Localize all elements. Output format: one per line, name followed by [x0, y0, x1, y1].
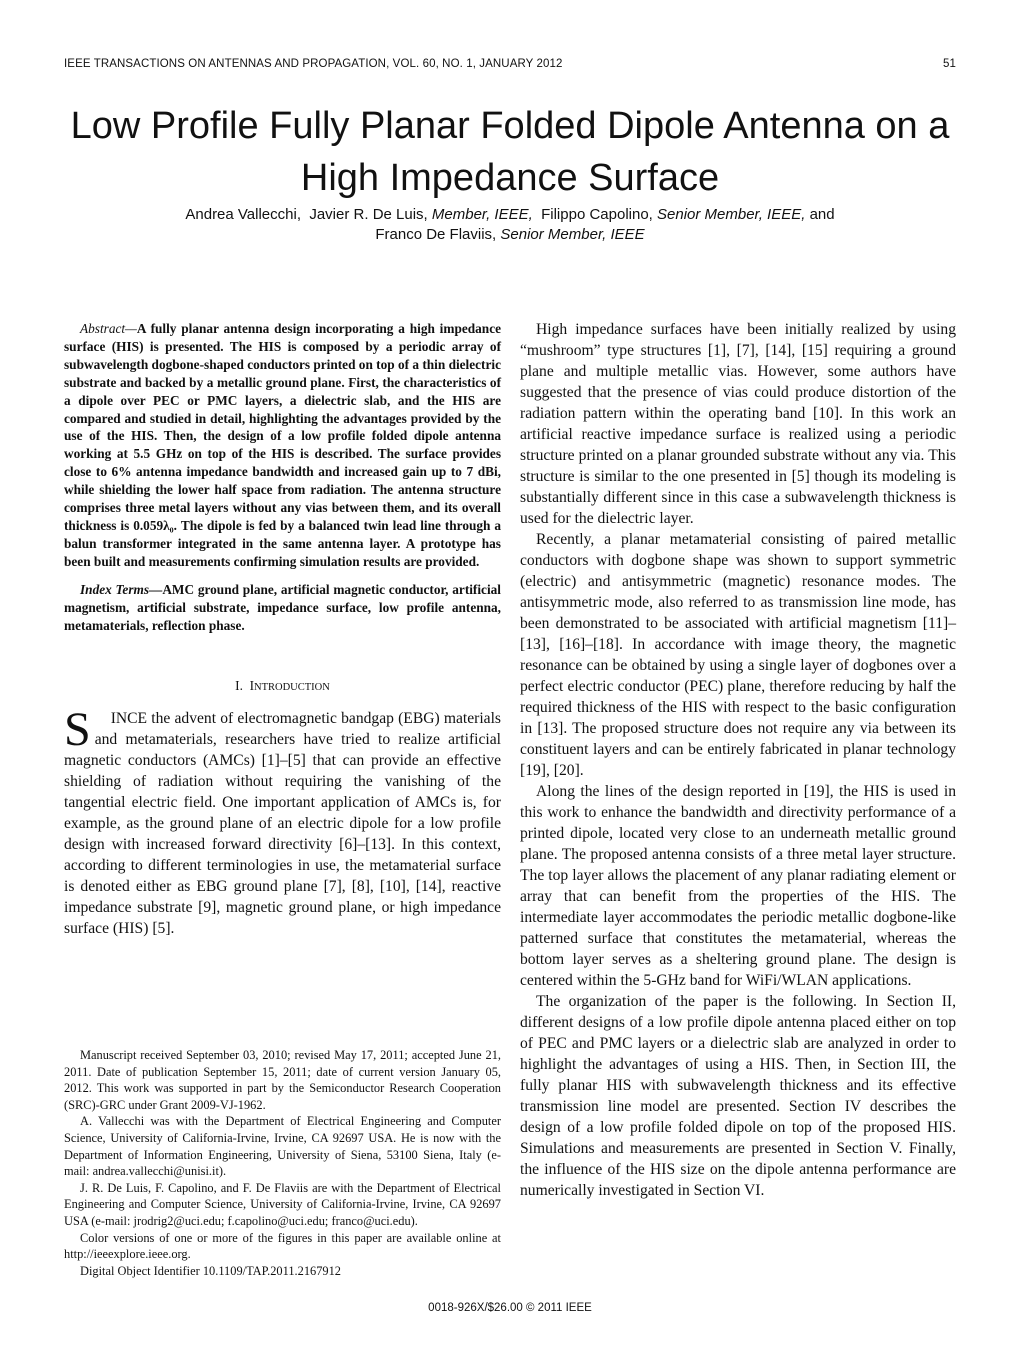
intro-paragraph: Recently, a planar metamaterial consisting of paired metallic conductors with dogbone shape was shown to support symmetric (electric) and antisymmetric (magnetic) resonance modes. The antisymmetric mode, also referred to as transmission line mode, has been demonstrated to be associated with artificial magnetism [11]–[13], [16]–[18]. In accordance with image theory, the magnetic resonance can be obtained by using a single layer of dogbones over a perfect electric conductor (PEC) plane, therefore reducing by half the required thickness of the HIS with respect to the basic configuration in [13]. The proposed structure does not require any via between its constituent layers and can be entirely fabricated in planar technology [19], [20]. — [520, 531, 956, 779]
drop-cap: S — [64, 703, 91, 757]
author-role: Member, IEEE, — [431, 206, 533, 223]
paper-title: Low Profile Fully Planar Folded Dipole Antenna on a High Impedance Surface — [70, 105, 950, 199]
author: Franco De Flaviis, — [375, 226, 497, 243]
footnote: A. Vallecchi was with the Department of Electrical Engineering and Computer Science, University of California-Irvine, Irvine, CA 92697 USA. He is now with the Department of Information Engineering, University of Siena, 53100 Siena, Italy (e-mail: andrea.vallecchi@unisi.it). — [64, 1114, 501, 1179]
index-terms-text: AMC ground plane, artificial magnetic conductor, artificial magnetism, artificial substrate, impedance surface, low profile antenna, metamaterials, reflection phase. — [64, 581, 501, 633]
footnote: J. R. De Luis, F. Capolino, and F. De Flaviis are with the Department of Electrical Engineering and Computer Science, University of California-Irvine, Irvine, CA 92697 USA (e-mail: jrodrig2@uci.edu; f.capolino@uci.edu; franco@uci.edu). — [64, 1180, 501, 1228]
author-list — [30, 205, 990, 245]
author-role: Senior Member, IEEE — [500, 226, 645, 243]
abstract-label: Abstract— — [80, 321, 137, 336]
section-title-rest: NTRODUCTION — [254, 682, 330, 694]
paragraph-text: INCE the advent of electromagnetic bandgap (EBG) materials and metamaterials, researchers have tried to realize artificial magnetic conductors (AMCs) [1]–[5] that can provide an effective shielding of radiation without requiring the vanishing of the tangential electric field. One important application of AMCs is, for example, as the ground plane of an electric dipole for a low profile design with increased forward directivity [6]–[13]. In this context, according to different terminologies in use, the metamaterial surface is denoted either as EBG ground plane [7], [8], [10], [14], reactive impedance substrate [9], magnetic ground plane, or high impedance surface (HIS) [5]. — [64, 710, 501, 938]
footnote: Color versions of one or more of the figures in this paper are available online at http://ieeexplore.ieee.org. — [64, 1230, 501, 1262]
running-header — [64, 58, 956, 70]
section-number: I. — [235, 678, 243, 694]
index-terms — [64, 581, 501, 635]
page-number: 51 — [943, 58, 956, 70]
footnote: Manuscript received September 03, 2010; revised May 17, 2011; accepted June 21, 2011. Date of publication September 15, 2011; date of current version January 05, 2012. This work was supported in part by the Semiconductor Research Cooperation (SRC)-GRC under Grant 2009-VJ-1962. — [64, 1048, 501, 1112]
right-column — [520, 319, 956, 1201]
intro-paragraph: The organization of the paper is the following. In Section II, different designs of a low profile dipole antenna placed either on top of PEC and PMC layers or a dielectric slab are analyzed in order to highlight the advantages of using a HIS. Then, in Section III, the fully planar HIS with subwavelength thickness and its effective transmission line model are presented. Section IV describes the design of a low profile folded dipole on top of the proposed HIS. Simulations and measurements are presented in Section V. Finally, the influence of the HIS size on the dipole antenna performance are numerically investigated in Section VI. — [520, 993, 956, 1199]
intro-paragraph: Along the lines of the design reported in [19], the HIS is used in this work to enhance the bandwidth and directivity performance of a printed dipole, located very close to an underneath metallic ground plane. The proposed antenna consists of a three metal layer structure. The top layer allows the placement of any planar radiating element or array that can benefit from the properties of the HIS. The intermediate layer accommodates the periodic metallic dogbone-like patterned surface that constitutes the metamaterial, whereas the bottom layer serves as a sheltering ground plane. The design is centered within the 5-GHz band for WiFi/WLAN applications. — [520, 783, 956, 989]
author-role: Senior Member, IEEE, — [657, 206, 806, 223]
intro-paragraph: High impedance surfaces have been initially realized by using “mushroom” type structures [1], [7], [14], [15] requiring a ground plane and multiple metallic vias. However, some authors have suggested that the presence of vias could produce distortion of the radiation pattern within the operating band [10]. In this work an artificial reactive impedance surface is realized using a periodic structure printed on a planar grounded substrate without any via. This structure is similar to the one presented in [5] though its modeling is substantially different since in this case a subwavelength thickness is used for the dielectric layer. — [520, 321, 956, 527]
section-heading — [64, 678, 501, 694]
section-title-initial: I — [249, 678, 255, 694]
index-terms-label: Index Terms— — [80, 581, 163, 597]
footnote: Digital Object Identifier 10.1109/TAP.2011.2167912 — [80, 1263, 342, 1278]
journal-name: IEEE TRANSACTIONS ON ANTENNAS AND PROPAGATION, VOL. 60, NO. 1, JANUARY 2012 — [64, 58, 563, 70]
intro-paragraph — [64, 703, 501, 939]
author: Andrea Vallecchi, — [185, 206, 301, 223]
author: Filippo Capolino, — [541, 206, 653, 223]
abstract-text: A fully planar antenna design incorporating a high impedance surface (HIS) is presented. The HIS is composed by a periodic array of subwavelength dogbone-shaped conductors printed on top of a thin dielectric substrate and backed by a metallic ground plane. First, the characteristics of a dipole over PEC or PMC layers, a dielectric slab, and the HIS are compared and studied in detail, highlighting the advantages provided by the use of the HIS. Then, the design of a low profile folded dipole antenna working at 5.5 GHz on top of the HIS is described. The surface provides close to 6% antenna impedance bandwidth and increased gain up to 7 dBi, while shielding the lower half space from radiation. The antenna structure comprises three metal layers without any vias between them, and its overall thickness is 0.059λ₀. The dipole is fed by a balanced twin lead line through a balun transformer integrated in the same antenna layer. A prototype has been built and measurements confirming simulation results are provided. — [64, 321, 501, 569]
copyright-line: 0018-926X/$26.00 © 2011 IEEE — [428, 1302, 592, 1314]
footnotes — [64, 1047, 501, 1279]
left-column — [64, 320, 501, 939]
abstract — [64, 320, 501, 571]
author-conjunction: and — [809, 206, 835, 223]
author: Javier R. De Luis, — [309, 206, 428, 223]
